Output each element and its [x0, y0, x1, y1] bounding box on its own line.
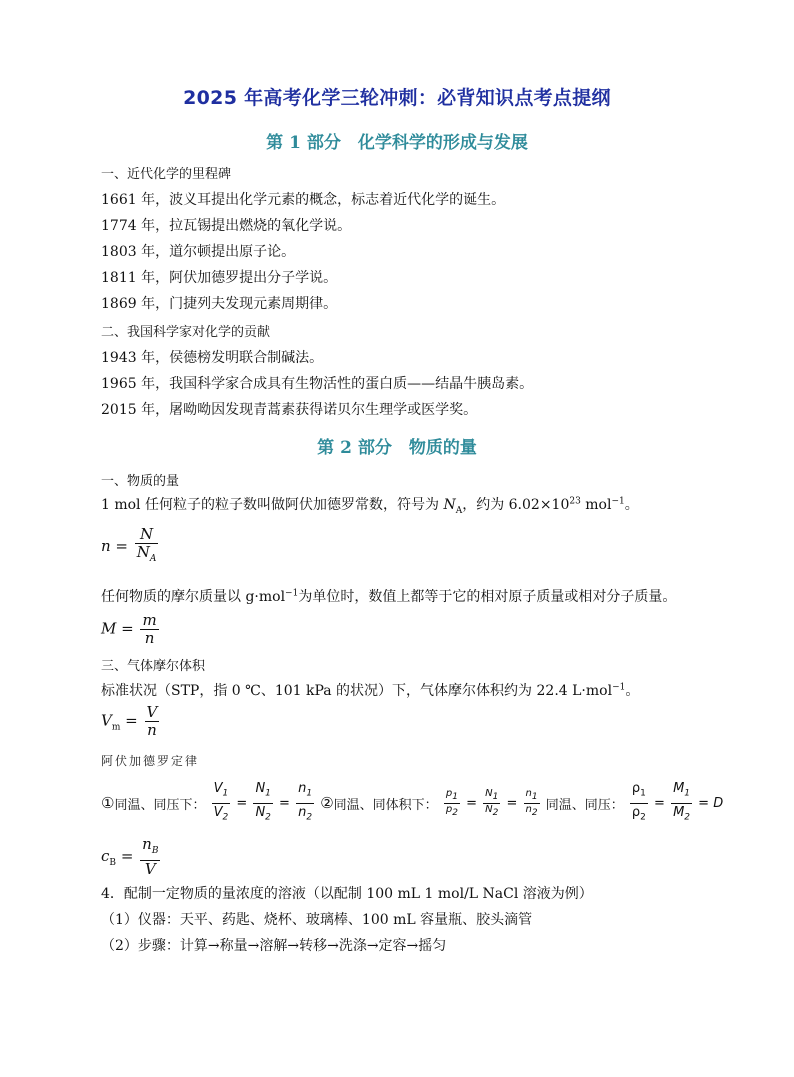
part1-section2-heading: 二、我国科学家对化学的贡献	[101, 325, 271, 340]
formula-Vm-equals-V-over-n: $V_m$ = $\frac{V}{n}$	[101, 703, 158, 739]
milestone-1869: 1869 年，门捷列夫发现元素周期律。	[101, 296, 338, 312]
part2-section3-heading: 三、气体摩尔体积	[101, 659, 206, 674]
part2-section1-heading: 一、物质的量	[101, 474, 180, 489]
milestone-1811: 1811 年，阿伏加德罗提出分子学说。	[101, 270, 338, 286]
formula-cB-equals-nB-over-V: $c_B$ = $\frac{n_B}{V}$	[101, 835, 159, 878]
formula-n-equals-N-over-NA: n = $\frac{N}{N_A}$	[101, 525, 157, 564]
molar-mass-text: 任何物质的摩尔质量以 g·mol$^{-1}$为单位时，数值上都等于它的相对原子质量或相对分子质量。	[101, 588, 677, 605]
avogadro-law-title: 阿伏加德罗定律	[101, 754, 200, 768]
avogadro-constant-text: 1 mol 任何粒子的粒子数叫做阿伏加德罗常数，符号为 $N_A$，约为 $6.02\times 10^{23}$ mol$^{-1}$。	[101, 496, 639, 516]
part2-heading: 第 2 部分 物质的量	[317, 438, 477, 458]
stp-molar-volume-text: 标准状况（STP，指 0 ℃、101 kPa 的状况）下，气体摩尔体积约为 22.4 L·mol$^{-1}$。	[101, 682, 640, 699]
solution-prep-steps: （2）步骤：计算→称量→溶解→转移→洗涤→定容→摇匀	[101, 938, 447, 954]
milestone-1661: 1661 年，波义耳提出化学元素的概念，标志着近代化学的诞生。	[101, 192, 506, 208]
formula-M-equals-m-over-n: M = $\frac{m}{n}$	[101, 611, 157, 647]
milestone-1803: 1803 年，道尔顿提出原子论。	[101, 244, 296, 260]
solution-prep-heading: 4．配制一定物质的量浓度的溶液（以配制 100 mL 1 mol/L NaCl 溶液为例）	[101, 886, 593, 902]
document-title: 2025 年高考化学三轮冲刺：必背知识点考点提纲	[183, 87, 611, 109]
avogadro-law-formulas: ①同温、同压下： $\frac{V_1}{V_2}$ = $\frac{N_1}{N_2}$ = $\frac{n_1}{n_2}$ ②同温、同体积下： $\frac{p_1}{p_2}$ = $\frac{N_1}{N_2}$ = $\frac{n_1}{n_2}$ 同温、同压： $\frac{\rho_1}{\rho_2}$ = $\frac{M_1}{M_2}$ = D	[101, 781, 724, 823]
part1-section1-heading: 一、近代化学的里程碑	[101, 167, 232, 182]
contribution-1965: 1965 年，我国科学家合成具有生物活性的蛋白质——结晶牛胰岛素。	[101, 376, 534, 392]
contribution-1943: 1943 年，侯德榜发明联合制碱法。	[101, 350, 324, 366]
part1-heading: 第 1 部分 化学科学的形成与发展	[266, 133, 528, 153]
contribution-2015: 2015 年，屠呦呦因发现青蒿素获得诺贝尔生理学或医学奖。	[101, 402, 478, 418]
milestone-1774: 1774 年，拉瓦锡提出燃烧的氧化学说。	[101, 218, 352, 234]
solution-prep-instruments: （1）仪器：天平、药匙、烧杯、玻璃棒、100 mL 容量瓶、胶头滴管	[101, 912, 533, 928]
